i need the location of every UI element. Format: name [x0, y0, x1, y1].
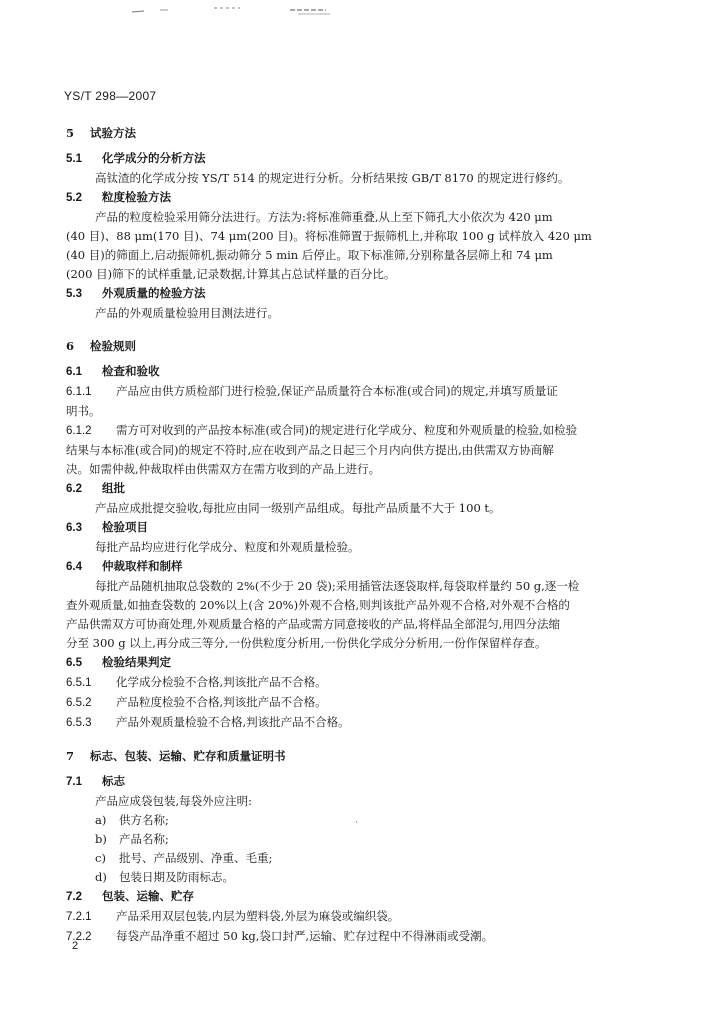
section-6-3-text: 每批产品均应进行化学成分、粒度和外观质量检验。: [95, 540, 360, 554]
page-number: 2: [72, 940, 79, 952]
standard-number: YS/T 298—2007: [64, 89, 157, 103]
section-6-5-2: 6.5.2 产品粒度检验不合格,判该批产品不合格。: [66, 695, 327, 709]
section-6-1-1-line: 明书。: [66, 404, 101, 418]
section-6-4-line: 查外观质量,如抽查袋数的 20%以上(含 20%)外观不合格,则判该批产品外观不合格,对外观不合格的: [66, 598, 570, 612]
section-7-heading: 7 标志、包装、运输、贮存和质量证明书: [66, 749, 286, 763]
section-6-2-text: 产品应成批提交验收,每批应由同一级别产品组成。每批产品质量不大于 100 t。: [95, 501, 501, 515]
section-7-1-text: 产品应成袋包装,每袋外应注明:: [95, 794, 253, 808]
list-item: a) 供方名称;: [95, 813, 169, 827]
section-6-1-1-line: 6.1.1 产品应由供方质检部门进行检验,保证产品质量符合本标准(或合同)的规定,并填写质量证: [66, 384, 558, 398]
list-item: b) 产品名称;: [95, 832, 169, 846]
section-5-heading: 5 试验方法: [66, 126, 136, 140]
section-6-1-2-line: 结果与本标准(或合同)的规定不符时,应在收到产品之日起三个月内向供方提出,由供需双方协商解: [66, 443, 554, 457]
section-6-2-heading: 6.2 组批: [66, 481, 125, 495]
section-5-2-heading: 5.2 粒度检验方法: [66, 190, 171, 204]
section-6-4-line: 产品供需双方可协商处理,外观质量合格的产品或需方同意接收的产品,将样品全部混匀,用四分法缩: [66, 617, 560, 631]
section-6-1-2-line: 决。如需仲裁,仲裁取样由供需双方在需方收到的产品上进行。: [66, 462, 381, 476]
section-7-1-heading: 7.1 标志: [66, 774, 125, 788]
section-6-1-2-line: 6.1.2 需方可对收到的产品按本标准(或合同)的规定进行化学成分、粒度和外观质量的检验,如检验: [66, 423, 578, 437]
section-6-5-1: 6.5.1 化学成分检验不合格,判该批产品不合格。: [66, 675, 327, 689]
section-5-2-line: (40 目)、88 μm(170 目)、74 μm(200 目)。将标准筛置于振筛机上,并称取 100 g 试样放入 420 μm: [66, 229, 592, 243]
scan-speck: ˙: [354, 821, 359, 832]
section-5-2-line: (40 目)的筛面上,启动振筛机,振动筛分 5 min 后停止。取下标准筛,分别称量各层筛上和 74 μm: [66, 248, 553, 262]
section-7-2-2: 7.2.2 每袋产品净重不超过 50 kg,袋口封严,运输、贮存过程中不得淋雨或受潮。: [66, 929, 494, 943]
list-item: d) 包装日期及防雨标志。: [95, 870, 234, 884]
section-6-5-heading: 6.5 检验结果判定: [66, 655, 171, 669]
list-item: c) 批号、产品级别、净重、毛重;: [95, 851, 273, 865]
scan-artifact-marks: [130, 4, 350, 16]
section-5-1-heading: 5.1 化学成分的分析方法: [66, 151, 206, 165]
section-7-2-heading: 7.2 包装、运输、贮存: [66, 889, 194, 903]
section-6-5-3: 6.5.3 产品外观质量检验不合格,判该批产品不合格。: [66, 715, 350, 729]
section-6-1-heading: 6.1 检查和验收: [66, 364, 160, 378]
section-6-3-heading: 6.3 检验项目: [66, 520, 148, 534]
section-6-heading: 6 检验规则: [66, 339, 136, 353]
section-7-2-1: 7.2.1 产品采用双层包装,内层为塑料袋,外层为麻袋或编织袋。: [66, 909, 400, 923]
section-5-1-text: 高钛渣的化学成分按 YS/T 514 的规定进行分析。分析结果按 GB/T 8170 的规定进行修约。: [95, 171, 570, 185]
section-5-3-heading: 5.3 外观质量的检验方法: [66, 286, 206, 300]
section-6-4-line: 每批产品随机抽取总袋数的 2%(不少于 20 袋);采用插管法逐袋取样,每袋取样量约 50 g,逐一检: [95, 579, 580, 593]
section-5-3-text: 产品的外观质量检验用目测法进行。: [95, 306, 279, 320]
section-6-4-heading: 6.4 仲裁取样和制样: [66, 559, 183, 573]
section-5-2-line: (200 目)筛下的试样重量,记录数据,计算其占总试样量的百分比。: [66, 267, 396, 281]
section-6-4-line: 分至 300 g 以上,再分成三等分,一份供粒度分析用,一份供化学成分分析用,一份作保留样存查。: [66, 636, 547, 650]
section-5-2-line: 产品的粒度检验采用筛分法进行。方法为:将标准筛重叠,从上至下筛孔大小依次为 420 μm: [95, 210, 553, 224]
